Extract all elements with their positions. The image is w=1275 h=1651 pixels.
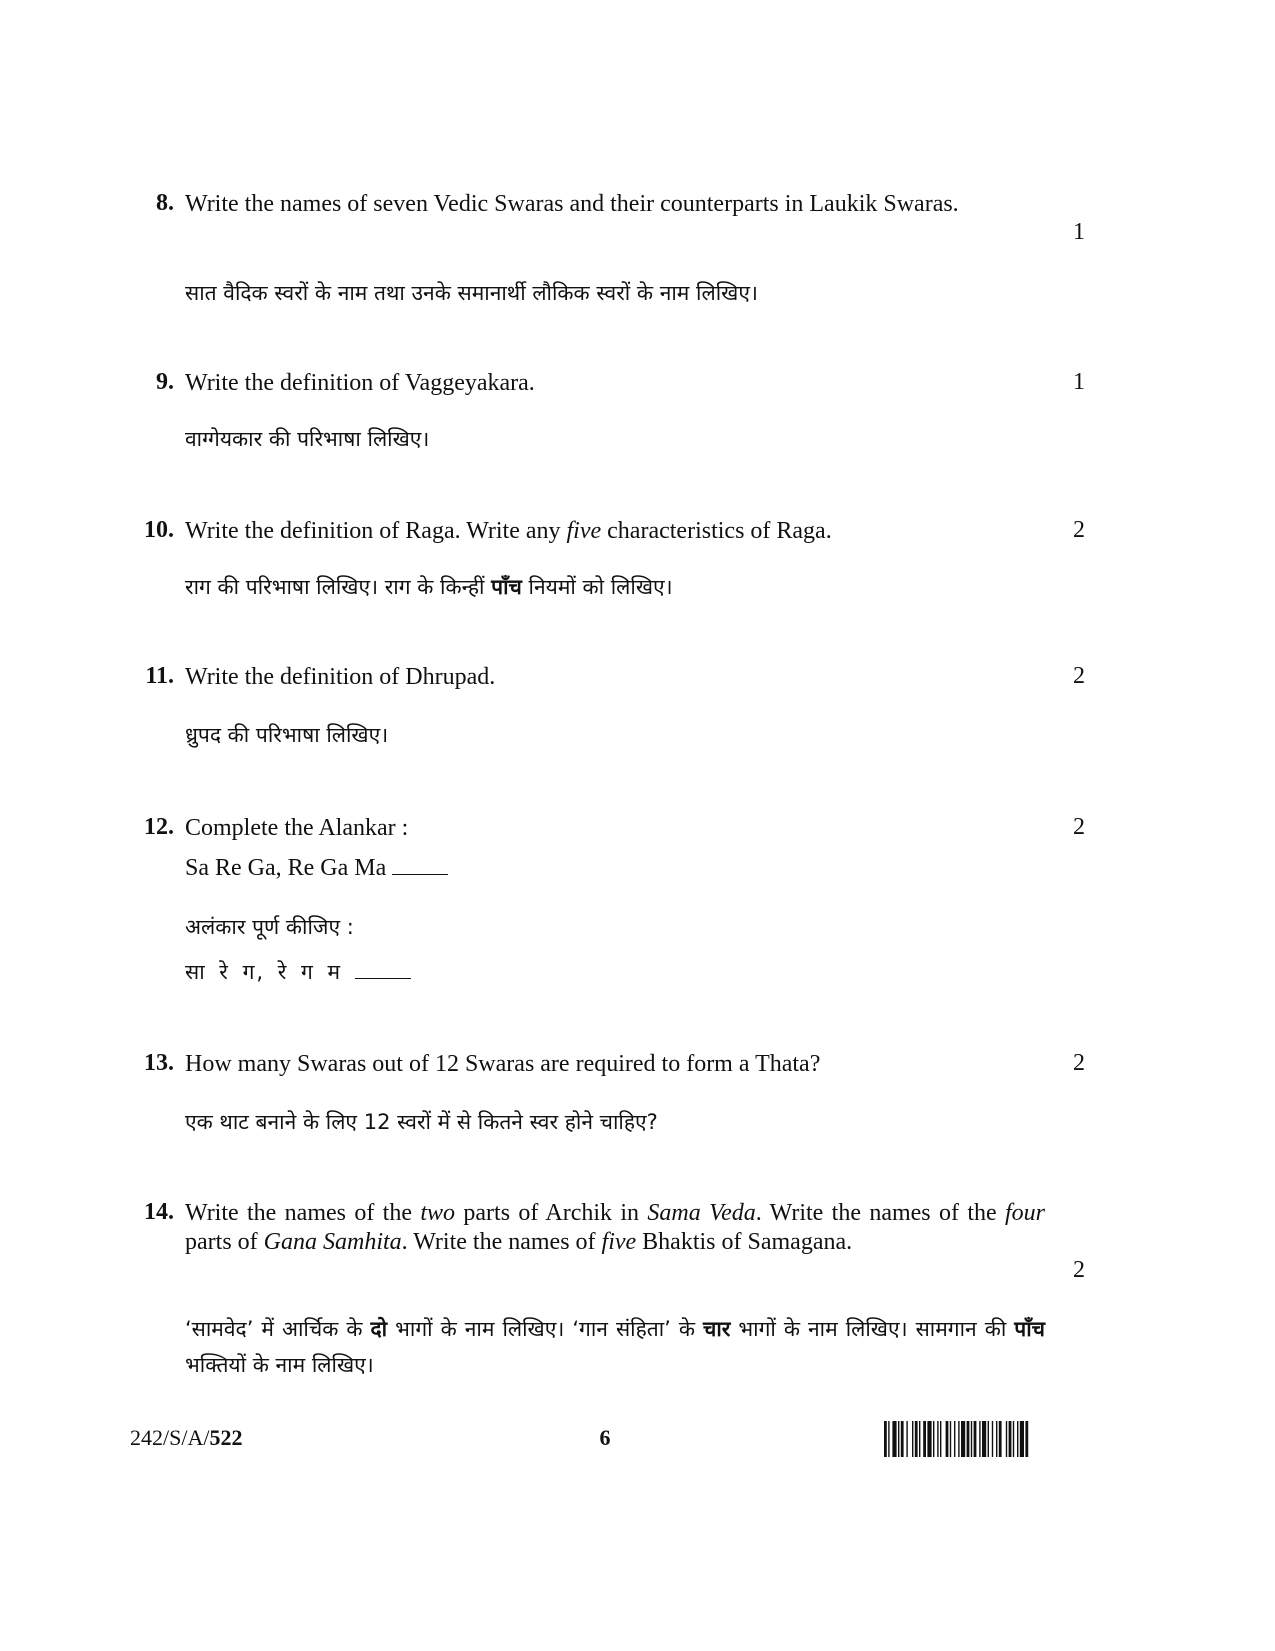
barcode-bar xyxy=(992,1421,993,1457)
barcode-bar xyxy=(988,1421,989,1457)
question-text-en: Write the names of seven Vedic Swaras and their counterparts in Laukik Swaras. xyxy=(185,191,959,217)
question-number: 14. xyxy=(144,1199,174,1225)
barcode-bar xyxy=(1009,1421,1012,1457)
question-14 xyxy=(130,1199,1090,1389)
barcode-bar xyxy=(974,1421,977,1457)
barcode-bar xyxy=(888,1421,889,1457)
barcode-bar xyxy=(971,1421,972,1457)
marks: 2 xyxy=(1073,663,1085,689)
barcode-bar xyxy=(954,1421,955,1457)
barcode-bar xyxy=(919,1421,920,1457)
barcode-bar xyxy=(950,1421,951,1457)
question-number: 13. xyxy=(144,1050,174,1076)
question-text-hi: सात वैदिक स्वरों के नाम तथा उनके समानार्थी लौकिक स्वरों के नाम लिखिए। xyxy=(185,281,758,305)
question-number: 9. xyxy=(156,369,174,395)
barcode-bar xyxy=(999,1421,1002,1457)
page-number: 6 xyxy=(599,1425,611,1450)
answer-blank xyxy=(355,960,411,979)
paper-code: 242/S/A/522 xyxy=(130,1425,243,1450)
barcode-bar xyxy=(996,1421,997,1457)
barcode-bar xyxy=(967,1421,970,1457)
barcode-bar xyxy=(933,1421,934,1457)
alankar-sequence-en: Sa Re Ga, Re Ga Ma xyxy=(185,854,1045,883)
question-10 xyxy=(130,517,1090,617)
question-text-hi: ‘सामवेद’ में आर्चिक के दो भागों के नाम लिखिए। ‘गान संहिता’ के चार भागों के नाम लिखिए। सामगान की पाँच भक्तियों के नाम लिखिए। xyxy=(185,1317,1045,1377)
question-8 xyxy=(130,190,1090,320)
barcode-bar xyxy=(979,1421,980,1457)
question-text-hi: अलंकार पूर्ण कीजिए : xyxy=(185,915,354,939)
question-text-en: Complete the Alankar : xyxy=(185,815,409,841)
barcode-bar xyxy=(927,1421,931,1457)
question-text-en: Write the definition of Vaggeyakara. xyxy=(185,370,535,396)
question-number: 8. xyxy=(156,190,174,216)
question-text-hi: ध्रुपद की परिभाषा लिखिए। xyxy=(185,723,389,747)
question-13 xyxy=(130,1050,1090,1150)
marks: 2 xyxy=(1073,1257,1085,1283)
barcode-bar xyxy=(961,1421,965,1457)
question-text-en: Write the definition of Dhrupad. xyxy=(185,664,496,690)
barcode-bar xyxy=(1006,1421,1007,1457)
question-text-hi: वाग्गेयकार की परिभाषा लिखिए। xyxy=(185,427,430,451)
marks: 2 xyxy=(1073,814,1085,840)
barcode-bar xyxy=(901,1421,904,1457)
barcode-bar xyxy=(937,1421,938,1457)
marks: 2 xyxy=(1073,517,1085,543)
barcode-bar xyxy=(898,1421,899,1457)
barcode-bar xyxy=(946,1421,949,1457)
question-text-hi: राग की परिभाषा लिखिए। राग के किन्हीं पाँच नियमों को लिखिए। xyxy=(185,575,673,599)
barcode-bar xyxy=(884,1421,887,1457)
barcode-icon xyxy=(884,1421,1084,1457)
barcode-bar xyxy=(923,1421,926,1457)
question-text-en: Write the definition of Raga. Write any five characteristics of Raga. xyxy=(185,518,832,544)
question-text-hi: एक थाट बनाने के लिए 12 स्वरों में से कितने स्वर होने चाहिए? xyxy=(185,1110,658,1134)
barcode-bar xyxy=(1017,1421,1018,1457)
barcode-bar xyxy=(958,1421,959,1457)
alankar-sequence-hi: सा रे ग, रे ग म xyxy=(185,954,1045,990)
barcode-bar xyxy=(892,1421,896,1457)
question-number: 11. xyxy=(145,663,174,689)
answer-blank xyxy=(392,854,448,875)
marks: 1 xyxy=(1073,369,1085,395)
barcode-bar xyxy=(982,1421,986,1457)
barcode-bar xyxy=(1013,1421,1014,1457)
barcode-bar xyxy=(940,1421,941,1457)
barcode-bar xyxy=(906,1421,907,1457)
question-text-en: Write the names of the two parts of Archik in Sama Veda. Write the names of the four parts of Gana Samhita. Write the names of five Bhaktis of Samagana. xyxy=(185,1200,1046,1255)
barcode-bar xyxy=(1025,1421,1028,1457)
marks: 1 xyxy=(1073,219,1085,245)
barcode-bar xyxy=(915,1421,918,1457)
question-number: 12. xyxy=(144,814,174,840)
barcode-bar xyxy=(1020,1421,1024,1457)
question-9 xyxy=(130,369,1090,469)
question-11 xyxy=(130,663,1090,763)
question-12 xyxy=(130,814,1090,1004)
question-text-en: How many Swaras out of 12 Swaras are required to form a Thata? xyxy=(185,1051,821,1077)
barcode-bar xyxy=(912,1421,913,1457)
question-number: 10. xyxy=(144,517,174,543)
marks: 2 xyxy=(1073,1050,1085,1076)
